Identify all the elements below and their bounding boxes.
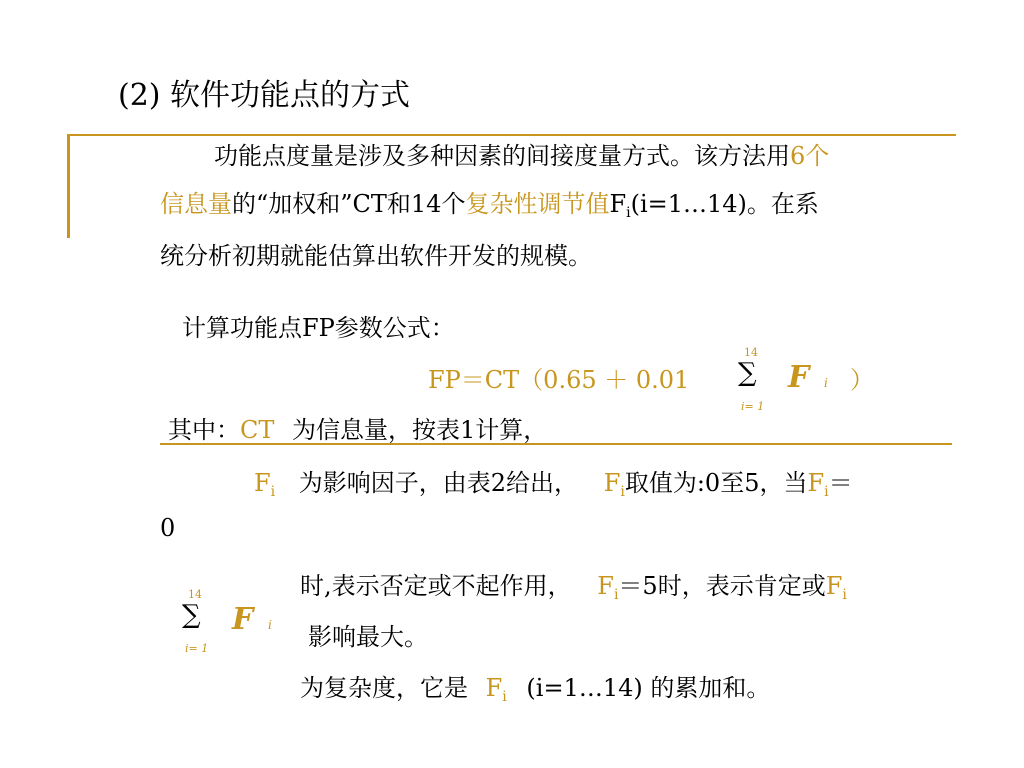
paragraph-line-1: 功能点度量是涉及多种因素的间接度量方式。该方法用6个	[214, 142, 830, 170]
sum2-upper-limit: 14	[188, 588, 202, 601]
sum2-F-index: i	[268, 618, 272, 632]
sigma-symbol: ∑	[738, 358, 757, 388]
where-line-4: 影响最大。	[308, 623, 428, 651]
sigma-symbol-2: ∑	[182, 600, 201, 630]
paragraph-line-3: 统分析初期就能估算出软件开发的规模。	[160, 242, 592, 270]
fp-formula: FP＝CT（0.65 ＋ 0.01	[428, 366, 690, 394]
sum-upper-limit: 14	[744, 346, 758, 359]
formula-close-paren: ）	[850, 366, 874, 394]
sum-F: F	[788, 360, 810, 395]
sum2-lower-limit: i= 1	[185, 642, 209, 655]
where-line-5: 为复杂度，它是 $F_i$ (i=1…14) 的累加和。	[300, 674, 771, 705]
sum2-F: F	[232, 602, 254, 637]
summation-formula-2	[180, 588, 280, 658]
left-gold-rule	[67, 134, 70, 238]
formula-label: 计算功能点FP参数公式：	[182, 314, 455, 342]
summation-formula	[736, 346, 836, 416]
slide-title: (2) 软件功能点的方式	[118, 78, 411, 113]
where-zero: 0	[160, 514, 176, 542]
where-ct-line: 其中：CT 为信息量，按表1计算，	[168, 416, 548, 444]
sum-lower-limit: i= 1	[741, 400, 765, 413]
sum-F-index: i	[824, 376, 828, 390]
paragraph-line-2: 信息量的“加权和”CT和14个复杂性调节值$F_i(i=1\dots 14)$。在系	[160, 190, 819, 221]
where-fi-line: $F_i$ 为影响因子，由表2给出， $F_i$取值为:0至5，当$F_i=$	[254, 469, 853, 500]
where-line-3: 时,表示否定或不起作用， $F_i=5$时，表示肯定或$F_i$	[300, 572, 847, 603]
